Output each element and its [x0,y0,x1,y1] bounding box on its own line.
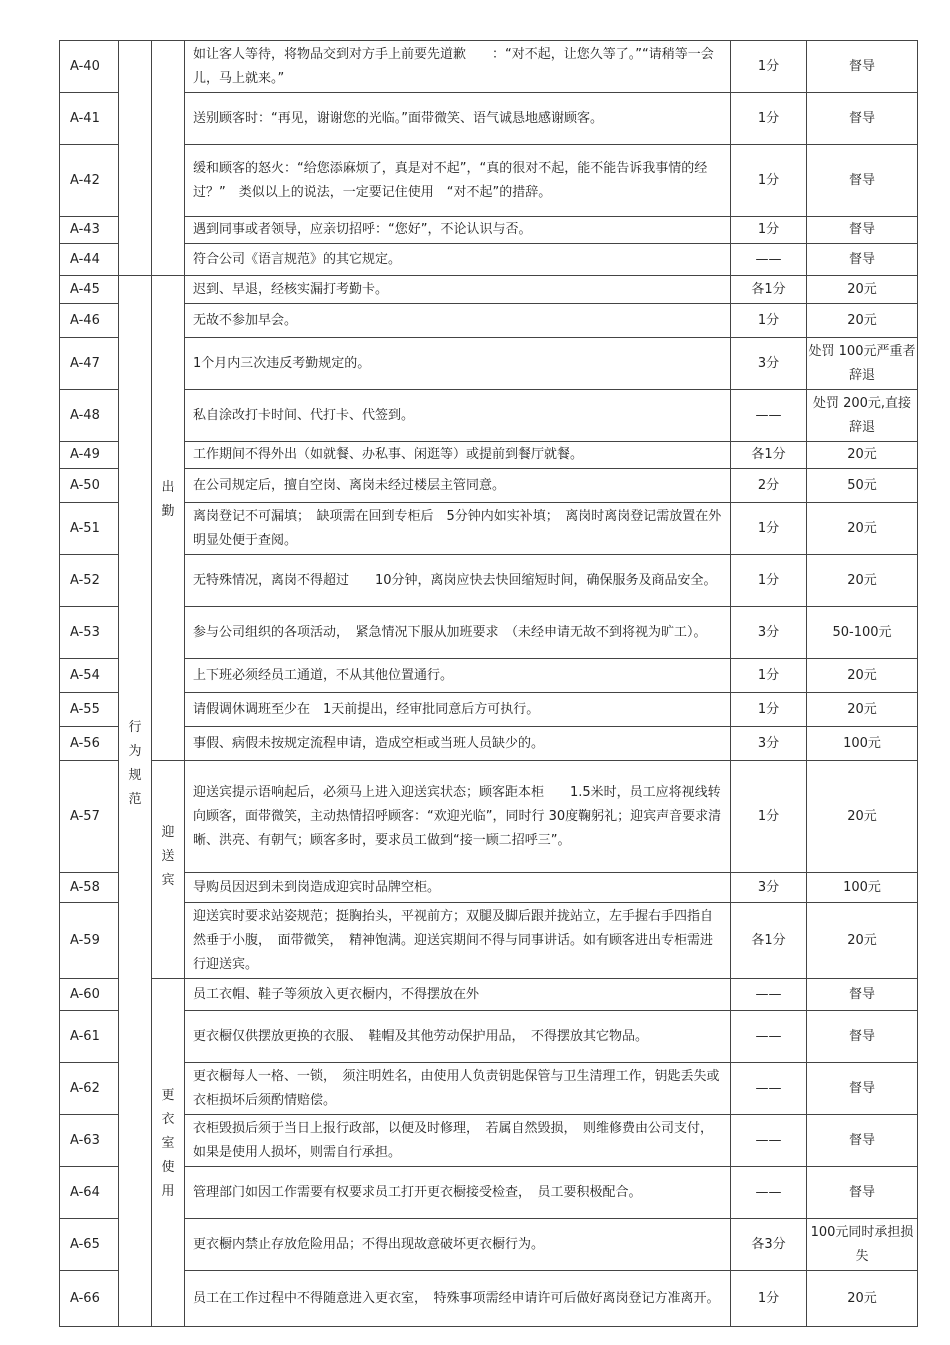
rule-score: —— [731,390,807,442]
table-row [60,1011,918,1063]
rule-score: 各3分 [731,1219,807,1271]
rule-penalty: 100元同时承担损失 [807,1219,918,1271]
rule-score: —— [731,1063,807,1115]
rule-description: 1个月内三次违反考勤规定的。 [185,338,731,390]
rule-description: 请假调休调班至少在 1天前提出，经审批同意后方可执行。 [185,693,731,727]
rule-penalty: 20元 [807,304,918,338]
rule-id: A-48 [60,390,119,442]
category-label: 迎送宾 [161,825,175,888]
rule-penalty: 20元 [807,761,918,873]
table-row [60,1115,918,1167]
table-row [60,503,918,555]
table-row [60,338,918,390]
table-row [60,93,918,145]
rule-score: 各1分 [731,276,807,304]
rule-description: 事假、病假未按规定流程申请，造成空柜或当班人员缺少的。 [185,727,731,761]
table-row [60,1167,918,1219]
rule-score: 1分 [731,555,807,607]
rule-id: A-57 [60,761,119,873]
rule-score: 2分 [731,469,807,503]
rule-id: A-43 [60,217,119,244]
rule-penalty: 100元 [807,873,918,903]
table-row [60,693,918,727]
rule-description: 导购员因迟到未到岗造成迎宾时品牌空柜。 [185,873,731,903]
rule-penalty: 20元 [807,442,918,469]
rule-score: —— [731,1011,807,1063]
rule-id: A-58 [60,873,119,903]
rule-penalty: 督导 [807,244,918,276]
rules-table [59,40,918,1327]
rule-id: A-41 [60,93,119,145]
rule-id: A-44 [60,244,119,276]
rule-score: 1分 [731,659,807,693]
rule-penalty: 督导 [807,1063,918,1115]
category-locker [152,979,185,1327]
rule-id: A-59 [60,903,119,979]
rule-penalty: 督导 [807,1167,918,1219]
rule-id: A-54 [60,659,119,693]
rule-penalty: 20元 [807,555,918,607]
rule-description: 送别顾客时：“再见，谢谢您的光临。”面带微笑、语气诚恳地感谢顾客。 [185,93,731,145]
rule-penalty: 20元 [807,903,918,979]
rule-id: A-52 [60,555,119,607]
table-row [60,873,918,903]
rule-score: —— [731,1115,807,1167]
rule-description: 符合公司《语言规范》的其它规定。 [185,244,731,276]
category-label: 行为规范 [128,720,142,807]
table-row [60,1219,918,1271]
rule-description: 更衣橱内禁止存放危险用品；不得出现故意破坏更衣橱行为。 [185,1219,731,1271]
rule-score: —— [731,1167,807,1219]
rule-id: A-53 [60,607,119,659]
rule-description: 管理部门如因工作需要有权要求员工打开更衣橱接受检查， 员工要积极配合。 [185,1167,731,1219]
table-row [60,41,918,93]
rule-id: A-64 [60,1167,119,1219]
rule-id: A-49 [60,442,119,469]
rule-id: A-46 [60,304,119,338]
rule-penalty: 50-100元 [807,607,918,659]
rule-description: 上下班必须经员工通道，不从其他位置通行。 [185,659,731,693]
rule-description: 迟到、早退，经核实漏打考勤卡。 [185,276,731,304]
category-attendance [152,276,185,761]
rule-id: A-66 [60,1271,119,1327]
rule-id: A-40 [60,41,119,93]
table-row [60,145,918,217]
rule-description: 参与公司组织的各项活动， 紧急情况下服从加班要求 （未经申请无故不到将视为旷工）。 [185,607,731,659]
rule-score: 1分 [731,217,807,244]
rule-description: 工作期间不得外出（如就餐、办私事、闲逛等）或提前到餐厅就餐。 [185,442,731,469]
rule-description: 更衣橱每人一格、一锁， 须注明姓名，由使用人负责钥匙保管与卫生清理工作，钥匙丢失或衣柜损坏后须酌情赔偿。 [185,1063,731,1115]
table-row [60,903,918,979]
table-row [60,555,918,607]
table-row [60,469,918,503]
rule-description: 迎送宾时要求站姿规范；挺胸抬头，平视前方；双腿及脚后跟并拢站立，左手握右手四指自然垂于小腹， 面带微笑， 精神饱满。迎送宾期间不得与同事讲话。如有顾客进出专柜需进行迎送宾。 [185,903,731,979]
rule-id: A-50 [60,469,119,503]
rule-score: 1分 [731,1271,807,1327]
table-row [60,1063,918,1115]
rule-description: 私自涂改打卡时间、代打卡、代签到。 [185,390,731,442]
rule-score: 3分 [731,873,807,903]
rule-id: A-55 [60,693,119,727]
rule-penalty: 督导 [807,1011,918,1063]
table-row [60,442,918,469]
table-row [60,276,918,304]
rule-score: 1分 [731,93,807,145]
rule-score: 3分 [731,607,807,659]
rule-description: 员工衣帽、鞋子等须放入更衣橱内，不得摆放在外 [185,979,731,1011]
rule-description: 衣柜毁损后须于当日上报行政部，以便及时修理， 若属自然毁损， 则维修费由公司支付，如果是使用人损坏，则需自行承担。 [185,1115,731,1167]
rule-score: 1分 [731,761,807,873]
rule-id: A-47 [60,338,119,390]
rule-penalty: 20元 [807,659,918,693]
rule-id: A-63 [60,1115,119,1167]
rule-score: —— [731,244,807,276]
table-row [60,304,918,338]
category-blank [119,41,152,276]
rule-penalty: 20元 [807,276,918,304]
rule-score: 3分 [731,727,807,761]
rule-penalty: 处罚 200元,直接辞退 [807,390,918,442]
rule-score: 1分 [731,304,807,338]
rule-score: 1分 [731,145,807,217]
rule-description: 离岗登记不可漏填； 缺项需在回到专柜后 5分钟内如实补填； 离岗时离岗登记需放置在外明显处便于查阅。 [185,503,731,555]
rule-score: 1分 [731,41,807,93]
rule-penalty: 100元 [807,727,918,761]
rule-penalty: 处罚 100元严重者辞退 [807,338,918,390]
rule-description: 缓和顾客的怒火：“给您添麻烦了，真是对不起”，“真的很对不起，能不能告诉我事情的经过？” 类似以上的说法，一定要记住使用 “对不起”的措辞。 [185,145,731,217]
rule-penalty: 督导 [807,41,918,93]
rule-penalty: 督导 [807,1115,918,1167]
table-row [60,979,918,1011]
rule-description: 如让客人等待，将物品交到对方手上前要先道歉 ：“对不起，让您久等了。”“请稍等一会儿，马上就来。” [185,41,731,93]
category-outer [119,276,152,1327]
rule-description: 员工在工作过程中不得随意进入更衣室， 特殊事项需经申请许可后做好离岗登记方准离开。 [185,1271,731,1327]
rule-id: A-42 [60,145,119,217]
rule-id: A-56 [60,727,119,761]
category-label: 出勤 [161,480,175,519]
rule-penalty: 督导 [807,217,918,244]
rule-penalty: 督导 [807,93,918,145]
rule-penalty: 督导 [807,979,918,1011]
rule-id: A-45 [60,276,119,304]
rule-penalty: 20元 [807,1271,918,1327]
rule-description: 无故不参加早会。 [185,304,731,338]
table-row [60,607,918,659]
rule-description: 遇到同事或者领导，应亲切招呼：“您好”，不论认识与否。 [185,217,731,244]
rule-id: A-65 [60,1219,119,1271]
rule-id: A-61 [60,1011,119,1063]
rule-penalty: 督导 [807,145,918,217]
rule-description: 在公司规定后，擅自空岗、离岗未经过楼层主管同意。 [185,469,731,503]
table-row [60,390,918,442]
rule-score: 3分 [731,338,807,390]
table-row [60,727,918,761]
rule-description: 无特殊情况，离岗不得超过 10分钟，离岗应快去快回缩短时间，确保服务及商品安全。 [185,555,731,607]
subcategory-blank [152,41,185,276]
table-row [60,761,918,873]
table-row [60,244,918,276]
rule-description: 更衣橱仅供摆放更换的衣服、 鞋帽及其他劳动保护用品， 不得摆放其它物品。 [185,1011,731,1063]
table-row [60,1271,918,1327]
table-row [60,217,918,244]
rule-penalty: 20元 [807,693,918,727]
rule-penalty: 50元 [807,469,918,503]
rule-id: A-51 [60,503,119,555]
category-reception [152,761,185,979]
rule-score: 各1分 [731,442,807,469]
rule-id: A-62 [60,1063,119,1115]
rule-score: 1分 [731,693,807,727]
rule-score: 各1分 [731,903,807,979]
rule-id: A-60 [60,979,119,1011]
rule-description: 迎送宾提示语响起后，必须马上进入迎送宾状态；顾客距本柜 1.5米时，员工应将视线转向顾客，面带微笑，主动热情招呼顾客：“欢迎光临”，同时行 30度鞠躬礼；迎宾声音要求清晰、洪亮、有朝气；顾客多时，要求员工做到“接一顾二招呼三”。 [185,761,731,873]
rule-score: 1分 [731,503,807,555]
rule-score: —— [731,979,807,1011]
rule-penalty: 20元 [807,503,918,555]
category-label: 更衣室使用 [161,1088,175,1199]
table-row [60,659,918,693]
